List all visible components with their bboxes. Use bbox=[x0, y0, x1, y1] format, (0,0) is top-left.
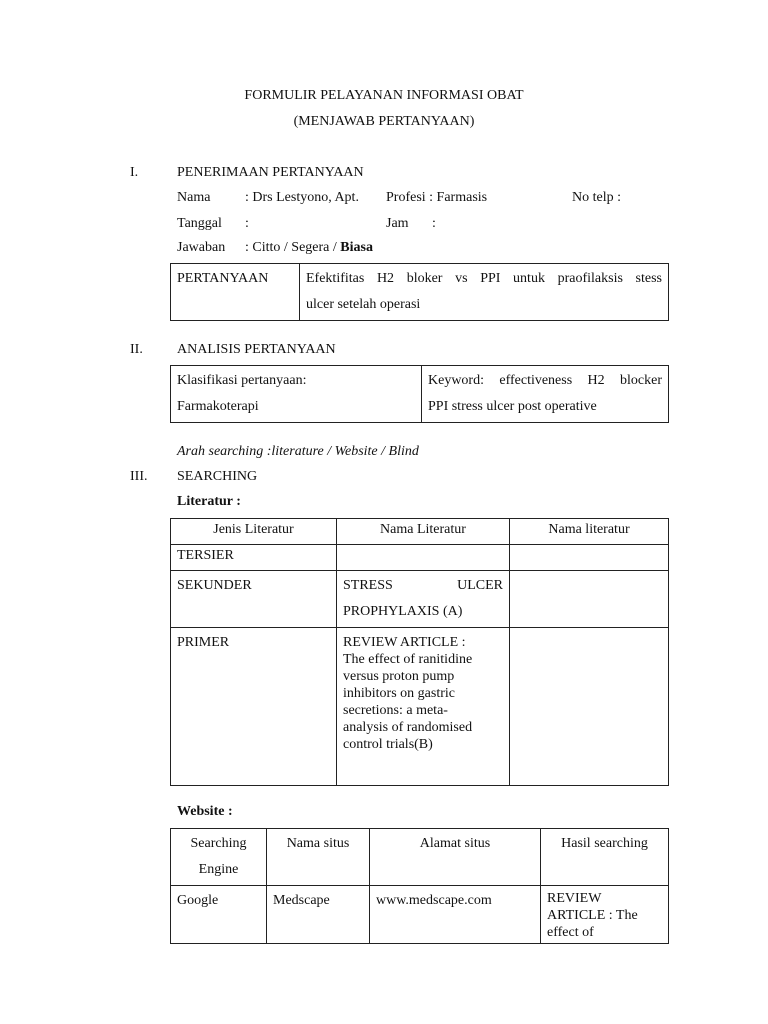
jawaban-selected: Biasa bbox=[340, 240, 373, 255]
primer-line: inhibitors on gastric bbox=[343, 686, 455, 701]
jam-label: Jam bbox=[386, 216, 409, 231]
website-table bbox=[170, 828, 669, 944]
lit-primer-name bbox=[337, 628, 510, 786]
web-engine: Google bbox=[171, 886, 267, 944]
web-alamat: www.medscape.com bbox=[370, 886, 541, 944]
section1-number: I. bbox=[130, 165, 139, 180]
nama-label: Nama bbox=[177, 190, 211, 205]
tanggal-label: Tanggal bbox=[177, 216, 222, 231]
notelp-field: No telp : bbox=[572, 190, 621, 205]
primer-line: The effect of ranitidine bbox=[343, 652, 473, 667]
web-situs: Medscape bbox=[267, 886, 370, 944]
section3-number: III. bbox=[130, 469, 148, 484]
lit-row-primer: PRIMER bbox=[171, 628, 337, 786]
hasil-line: ARTICLE : The bbox=[547, 908, 638, 923]
lit-header-nama-2: Nama literatur bbox=[510, 519, 669, 545]
section2-number: II. bbox=[130, 342, 143, 357]
klasifikasi-value: Farmakoterapi bbox=[177, 399, 259, 414]
question-table bbox=[170, 263, 669, 321]
lit-row-sekunder: SEKUNDER bbox=[171, 571, 337, 628]
lit-primer-extra bbox=[510, 628, 669, 786]
lit-header-nama: Nama Literatur bbox=[337, 519, 510, 545]
literature-table bbox=[170, 518, 669, 786]
web-hasil bbox=[541, 886, 669, 944]
primer-line: REVIEW ARTICLE : bbox=[343, 635, 466, 650]
section2-heading: ANALISIS PERTANYAAN bbox=[177, 342, 336, 357]
jam-value: : bbox=[432, 216, 436, 231]
lit-sekunder-name bbox=[337, 571, 510, 628]
klasifikasi-label: Klasifikasi pertanyaan: bbox=[177, 373, 307, 388]
web-header-situs: Nama situs bbox=[267, 829, 370, 886]
sekunder-name-line-2: PROPHYLAXIS (A) bbox=[343, 604, 463, 619]
question-line-2: ulcer setelah operasi bbox=[306, 297, 421, 312]
lit-tersier-name bbox=[337, 545, 510, 571]
question-line-1: Efektifitas H2 bloker vs PPI untuk praofilaksis stess bbox=[306, 271, 662, 286]
section1-heading: PENERIMAAN PERTANYAAN bbox=[177, 165, 364, 180]
keyword-cell bbox=[422, 366, 669, 423]
jawaban-options: : Citto / Segera / bbox=[245, 240, 341, 255]
sekunder-name-line-1: STRESS ULCER bbox=[343, 578, 503, 593]
klasifikasi-cell bbox=[171, 366, 422, 423]
primer-line: analysis of randomised bbox=[343, 720, 473, 735]
tanggal-value: : bbox=[245, 216, 249, 231]
nama-value: : Drs Lestyono, Apt. bbox=[245, 190, 359, 205]
web-header-engine: Searching Engine bbox=[171, 829, 267, 886]
primer-line: secretions: a meta- bbox=[343, 703, 448, 718]
lit-header-jenis: Jenis Literatur bbox=[171, 519, 337, 545]
hasil-line: effect of bbox=[547, 925, 594, 940]
profesi-field: Profesi : Farmasis bbox=[386, 190, 488, 205]
primer-line: control trials(B) bbox=[343, 737, 433, 752]
website-label: Website : bbox=[177, 804, 233, 819]
section3-heading: SEARCHING bbox=[177, 469, 258, 484]
arah-searching: Arah searching :literature / Website / Blind bbox=[177, 444, 419, 459]
literatur-label: Literatur : bbox=[177, 494, 241, 509]
hasil-line: REVIEW bbox=[547, 891, 602, 906]
analysis-table bbox=[170, 365, 669, 423]
web-header-hasil: Hasil searching bbox=[541, 829, 669, 886]
question-cell bbox=[300, 264, 669, 321]
lit-sekunder-extra bbox=[510, 571, 669, 628]
question-label: PERTANYAAN bbox=[171, 264, 300, 321]
keyword-line-1: Keyword: effectiveness H2 blocker bbox=[428, 373, 662, 388]
web-header-alamat: Alamat situs bbox=[370, 829, 541, 886]
lit-tersier-extra bbox=[510, 545, 669, 571]
jawaban-label: Jawaban bbox=[177, 240, 226, 255]
keyword-line-2: PPI stress ulcer post operative bbox=[428, 399, 597, 414]
primer-line: versus proton pump bbox=[343, 669, 455, 684]
form-subtitle: (MENJAWAB PERTANYAAN) bbox=[293, 114, 475, 129]
lit-row-tersier: TERSIER bbox=[171, 545, 337, 571]
jawaban-value bbox=[245, 240, 373, 256]
form-title: FORMULIR PELAYANAN INFORMASI OBAT bbox=[244, 88, 524, 103]
